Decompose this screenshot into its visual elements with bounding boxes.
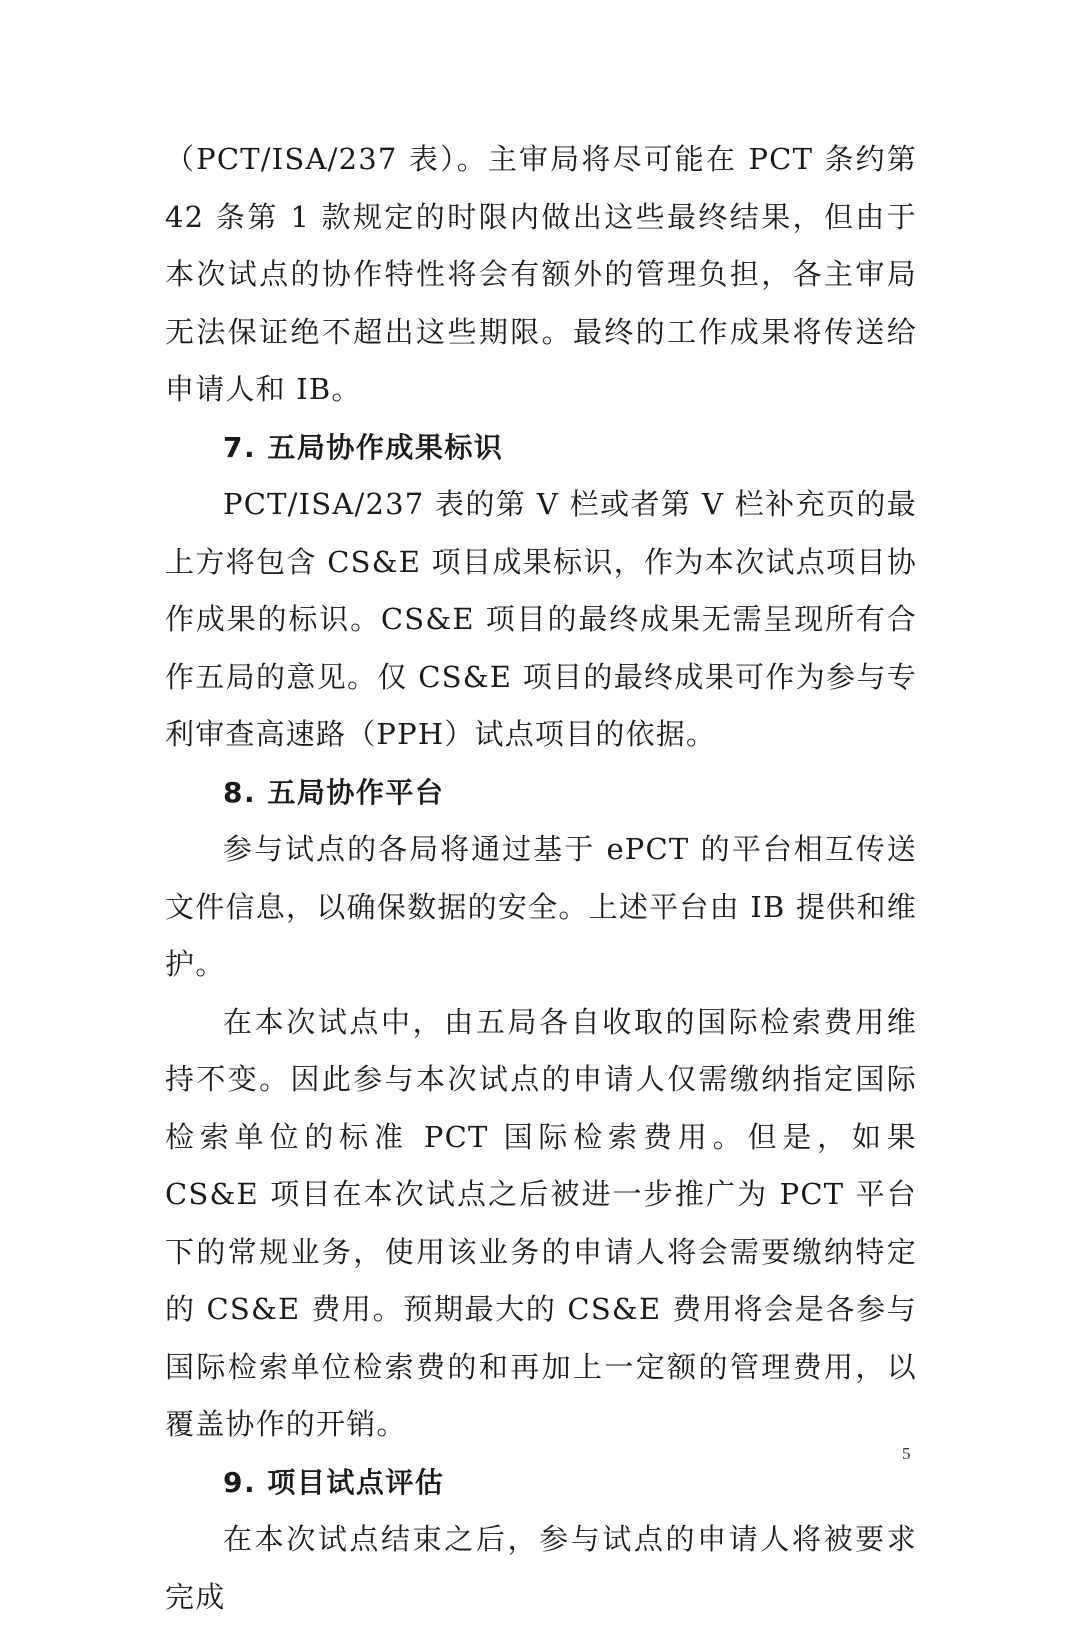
section-heading-8: 8. 五局协作平台 (223, 775, 445, 809)
section-heading-7: 7. 五局协作成果标识 (223, 430, 504, 464)
page-number: 5 (902, 1444, 911, 1463)
paragraph-final-results: （PCT/ISA/237 表）。主审局将尽可能在 PCT 条约第 42 条第 1 款规定的时限内做出这些最终结果，但由于本次试点的协作特性将会有额外的管理负担，各主审局无法保证绝不超出这些期限。最终的工作成果将传送给申请人和 IB。 (165, 142, 917, 406)
paragraph-evaluation: 在本次试点结束之后，参与试点的申请人将被要求完成 (165, 1522, 917, 1614)
section-heading-9: 9. 项目试点评估 (223, 1465, 445, 1499)
paragraph-fees: 在本次试点中，由五局各自收取的国际检索费用维持不变。因此参与本次试点的申请人仅需缴纳指定国际检索单位的标准 PCT 国际检索费用。但是，如果 CS&E 项目在本次试点之后被进一步推广为 PCT 平台下的常规业务，使用该业务的申请人将会需要缴纳特定的 CS&E 费用。预期最大的 CS&E 费用将会是各参与国际检索单位检索费的和再加上一定额的管理费用，以覆盖协作的开销。 (165, 1004, 917, 1441)
document-body (165, 131, 917, 1626)
paragraph-platform: 参与试点的各局将通过基于 ePCT 的平台相互传送文件信息，以确保数据的安全。上述平台由 IB 提供和维护。 (165, 832, 917, 981)
paragraph-result-marking: PCT/ISA/237 表的第 V 栏或者第 V 栏补充页的最上方将包含 CS&E 项目成果标识，作为本次试点项目协作成果的标识。CS&E 项目的最终成果无需呈现所有合作五局的意见。仅 CS&E 项目的最终成果可作为参与专利审查高速路（PPH）试点项目的依据。 (165, 487, 917, 751)
